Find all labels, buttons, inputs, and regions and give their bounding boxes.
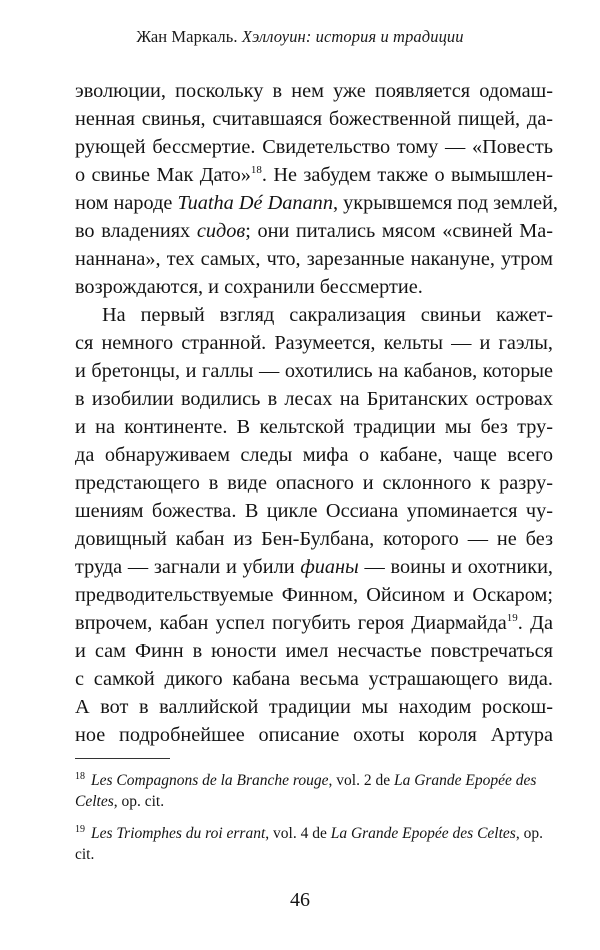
- text-line: [75, 525, 553, 553]
- line-text: На первый взгляд сакрализация свиньи кажет-: [102, 304, 553, 326]
- line-text: ненная свинья, считавшаяся божественной пищей, да-: [75, 108, 553, 130]
- text-line: [75, 161, 553, 189]
- line-text: труда — загнали и убили: [75, 556, 301, 578]
- body-text: [75, 77, 558, 749]
- line-text: довищный кабан из Бен-Булбана, которого — не без: [75, 528, 553, 550]
- text-line: [75, 273, 553, 301]
- footnote-19: [75, 823, 553, 865]
- line-text: . Не забудем также о вымышлен-: [261, 164, 554, 186]
- text-line: [75, 385, 553, 413]
- line-text: ное подробнейшее описание охоты короля Артура: [75, 724, 553, 746]
- running-head-author: Жан Маркаль.: [136, 27, 238, 46]
- footnote-series: La Grande Epopée des Celtes: [330, 825, 516, 842]
- text-line: [75, 693, 553, 721]
- footnote-reference[interactable]: 18: [250, 164, 262, 177]
- line-text: , укрывшемся под землей,: [332, 192, 558, 214]
- footnote-reference[interactable]: 19: [506, 612, 518, 625]
- line-text: ; они питались мясом «свиней Ма-: [245, 220, 553, 242]
- line-text: . Да: [517, 612, 553, 634]
- line-text: о свинье Мак Дато»: [75, 164, 251, 186]
- text-line: [75, 441, 553, 469]
- footnote-divider: [75, 758, 170, 759]
- text-line: [75, 357, 553, 385]
- text-line: [75, 721, 553, 749]
- text-line: [75, 329, 553, 357]
- line-text: и сам Финн в юности имел несчастье повстречаться: [75, 640, 553, 662]
- line-text: возрождаются, и сохранили бессмертие.: [75, 276, 423, 298]
- line-text: ном народе: [75, 192, 178, 214]
- line-text: и на континенте. В кельтской традиции мы без тру-: [75, 416, 553, 438]
- line-text: ся немного странной. Разумеется, кельты — и гаэлы,: [75, 332, 553, 354]
- footnotes: [75, 770, 553, 876]
- italic-term: фианы: [300, 556, 359, 578]
- text-line: [75, 133, 553, 161]
- text-line: [75, 497, 553, 525]
- text-line: [75, 665, 553, 693]
- line-text: в изобилии водились в лесах на Британских островах: [75, 388, 553, 410]
- line-text: с самкой дикого кабана весьма устрашающего вида.: [75, 668, 553, 690]
- text-line: [75, 217, 553, 245]
- line-text: наннана», тех самых, что, зарезанные накануне, утром: [75, 248, 553, 270]
- line-text: рующей бессмертие. Свидетельство тому — «Повесть: [75, 136, 553, 158]
- footnote-title: Les Triomphes du roi errant: [91, 825, 266, 842]
- text-line: [75, 189, 558, 217]
- footnote-volume: , vol. 2 de: [328, 772, 394, 789]
- text-line: [75, 581, 553, 609]
- line-text: А вот в валлийской традиции мы находим роскош-: [75, 696, 553, 718]
- footnote-title: Les Compagnons de la Branche rouge: [91, 772, 329, 789]
- line-text: предстающего в виде опасного и склонного к разру-: [75, 472, 553, 494]
- text-line: [75, 105, 553, 133]
- text-line: [75, 553, 553, 581]
- footnote-volume: , vol. 4 de: [265, 825, 331, 842]
- line-text: шениям божества. В цикле Оссиана упоминается чу-: [75, 500, 553, 522]
- running-head: [0, 27, 600, 47]
- line-text: впрочем, кабан успел погубить героя Диармайда: [75, 612, 507, 634]
- line-text: и бретонцы, и галлы — охотились на кабанов, которые: [75, 360, 553, 382]
- line-text: да обнаруживаем следы мифа о кабане, чаще всего: [75, 444, 553, 466]
- text-line: [75, 245, 553, 273]
- running-head-subtitle: Хэллоуин: история и традиции: [241, 27, 464, 46]
- footnote-number: 19: [75, 823, 85, 835]
- line-text: во владениях: [75, 220, 197, 242]
- italic-term: Tuatha Dé Danann: [177, 192, 333, 214]
- text-line: [75, 637, 553, 665]
- line-text: эволюции, поскольку в нем уже появляется одомаш-: [75, 80, 553, 102]
- line-text: предводительствуемые Финном, Ойсином и Оскаром;: [75, 584, 553, 606]
- text-line: [75, 413, 553, 441]
- italic-term: сидов: [196, 220, 246, 242]
- footnote-series: La Grande Epopée des Celtes: [75, 772, 537, 810]
- text-line: [75, 469, 553, 497]
- footnote-citation: , op. cit.: [75, 825, 543, 863]
- footnote-number: 18: [75, 770, 85, 782]
- text-line: [75, 609, 553, 637]
- line-text: — воины и охотники,: [358, 556, 553, 578]
- text-line: [75, 301, 553, 329]
- footnote-18: [75, 770, 553, 812]
- page-number: 46: [290, 889, 310, 911]
- footnote-citation: , op. cit.: [113, 793, 165, 810]
- text-line: [75, 77, 553, 105]
